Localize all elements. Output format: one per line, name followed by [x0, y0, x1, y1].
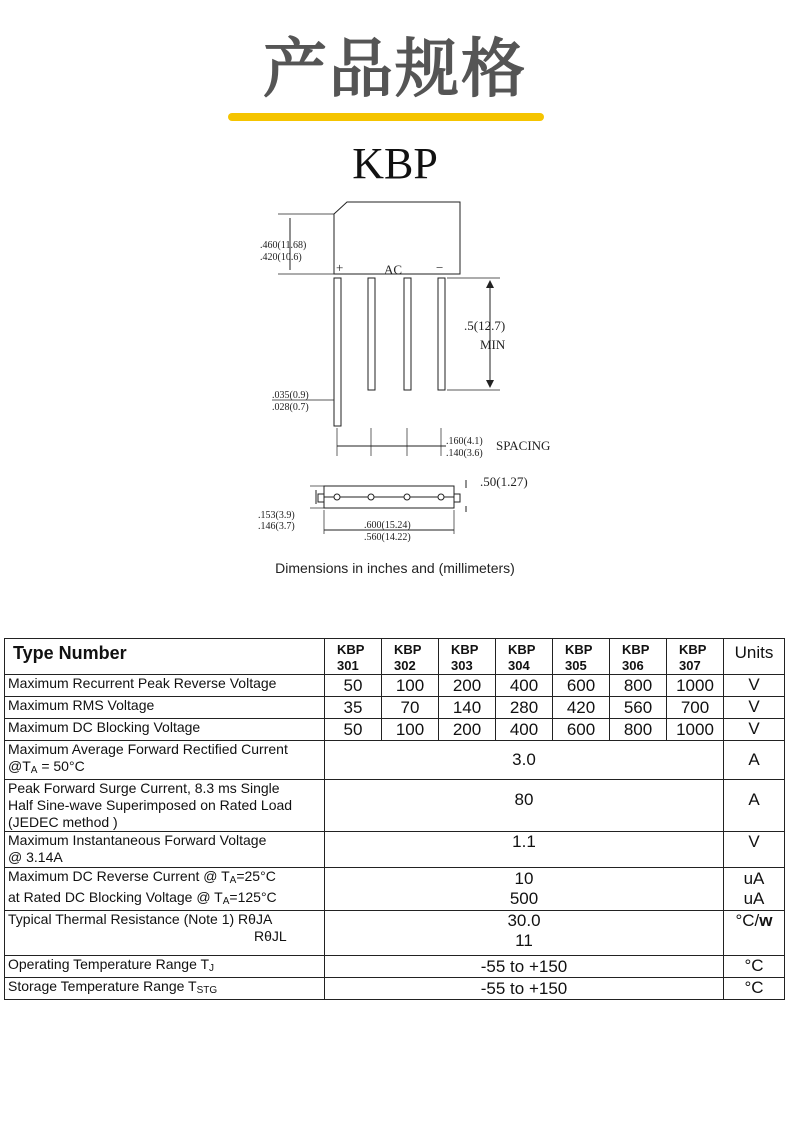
param-label: Peak Forward Surge Current, 8.3 ms Single Half Sine-wave Superimposed on Rated Load (JEDEC method ) [5, 780, 325, 832]
value-cell: 700 [667, 697, 724, 719]
value-cell: -55 to +150 [325, 978, 724, 1000]
table-header-row [5, 639, 785, 675]
page-title: 产品规格 [263, 33, 527, 107]
dimension-caption: Dimensions in inches and (millimeters) [275, 560, 515, 576]
header-type-number: Type Number [5, 639, 325, 675]
dim-spacing-min: .140(3.6) [446, 448, 483, 459]
unit-cell: °C [724, 956, 785, 978]
title-underline [228, 113, 544, 121]
unit-cell: uA uA [724, 868, 785, 911]
value-cell: -55 to +150 [325, 956, 724, 978]
table-row-tj [5, 956, 785, 978]
value-cell: 800 [610, 719, 667, 741]
pin-label-minus: − [436, 260, 444, 275]
dim-thickness-max: .153(3.9) [258, 510, 295, 521]
param-label: Operating Temperature Range $T_J$ [5, 956, 325, 978]
table-row-ifsm [5, 780, 785, 832]
header-units: Units [724, 639, 785, 675]
table-row-ir [5, 868, 785, 911]
unit-cell: V [724, 697, 785, 719]
value-cell: 1000 [667, 719, 724, 741]
value-cell: 70 [382, 697, 439, 719]
value-cell: 200 [439, 675, 496, 697]
dim-spacing-label: SPACING [496, 438, 551, 453]
param-label: Storage Temperature Range $T_{STG}$ [5, 978, 325, 1000]
dim-width-min: .560(14.22) [364, 532, 411, 543]
value-cell: 600 [553, 675, 610, 697]
dim-height-min: .420(10.6) [260, 252, 302, 263]
value-cell: 10 500 [325, 868, 724, 911]
pin-label-plus: + [336, 260, 344, 275]
value-cell: 100 [382, 675, 439, 697]
value-cell: 420 [553, 697, 610, 719]
header-model-306: KBP 306 [610, 639, 667, 675]
dim-spacing-max: .160(4.1) [446, 436, 483, 447]
header-model-304: KBP 304 [496, 639, 553, 675]
param-label: Maximum DC Reverse Current @ $T_A=25^\circ C$ at Rated DC Blocking Voltage @ $T_A=125^\circ C$ [5, 868, 325, 911]
dim-thickness-min: .146(3.7) [258, 521, 295, 532]
package-dimension-drawing [232, 190, 562, 560]
value-cell: 50 [325, 719, 382, 741]
dim-lead-length: .5(12.7) [464, 318, 506, 333]
value-cell: 100 [382, 719, 439, 741]
dim-lead-width-max: .035(0.9) [272, 390, 309, 401]
param-label: Maximum Average Forward Rectified Current $@T_A = 50^\circ C$ [5, 741, 325, 780]
package-model-name: KBP [352, 139, 438, 188]
table-row-vrms [5, 697, 785, 719]
param-label: Maximum RMS Voltage [5, 697, 325, 719]
value-cell: 400 [496, 719, 553, 741]
unit-cell: V [724, 719, 785, 741]
dim-height-max: .460(11.68) [260, 240, 307, 251]
lead-4 [438, 278, 445, 390]
value-cell: 35 [325, 697, 382, 719]
value-cell: 3.0 [325, 741, 724, 780]
value-cell: 200 [439, 719, 496, 741]
dim-lead-width-min: .028(0.7) [272, 402, 309, 413]
unit-cell: A [724, 741, 785, 780]
unit-cell: V [724, 832, 785, 868]
unit-cell: °C/w [724, 911, 785, 956]
dim-width-max: .600(15.24) [364, 520, 411, 531]
header-model-305: KBP 305 [553, 639, 610, 675]
dim-offset: .50(1.27) [480, 474, 528, 489]
lead-1 [334, 278, 341, 426]
value-cell: 560 [610, 697, 667, 719]
pin-label-ac: AC [384, 262, 403, 277]
header-model-302: KBP 302 [382, 639, 439, 675]
table-row-vdc [5, 719, 785, 741]
table-row-iav [5, 741, 785, 780]
table-row-vrrm [5, 675, 785, 697]
value-cell: 50 [325, 675, 382, 697]
value-cell: 1000 [667, 675, 724, 697]
header-model-303: KBP 303 [439, 639, 496, 675]
param-label: Maximum DC Blocking Voltage [5, 719, 325, 741]
value-cell: 400 [496, 675, 553, 697]
value-cell: 800 [610, 675, 667, 697]
header-model-301: KBP 301 [325, 639, 382, 675]
electrical-spec-table [4, 638, 785, 1000]
value-cell: 30.0 11 [325, 911, 724, 956]
table-row-rth [5, 911, 785, 956]
lead-3 [404, 278, 411, 390]
unit-cell: A [724, 780, 785, 832]
value-cell: 80 [325, 780, 724, 832]
param-label: Maximum Recurrent Peak Reverse Voltage [5, 675, 325, 697]
value-cell: 1.1 [325, 832, 724, 868]
unit-cell: V [724, 675, 785, 697]
value-cell: 600 [553, 719, 610, 741]
unit-cell: °C [724, 978, 785, 1000]
header-model-307: KBP 307 [667, 639, 724, 675]
value-cell: 280 [496, 697, 553, 719]
table-row-vf [5, 832, 785, 868]
param-label: Maximum Instantaneous Forward Voltage @ 3.14A [5, 832, 325, 868]
value-cell: 140 [439, 697, 496, 719]
lead-2 [368, 278, 375, 390]
dim-lead-length-min: MIN [480, 337, 506, 352]
table-row-tstg [5, 978, 785, 1000]
param-label: Typical Thermal Resistance (Note 1) RθJA RθJL [5, 911, 325, 956]
